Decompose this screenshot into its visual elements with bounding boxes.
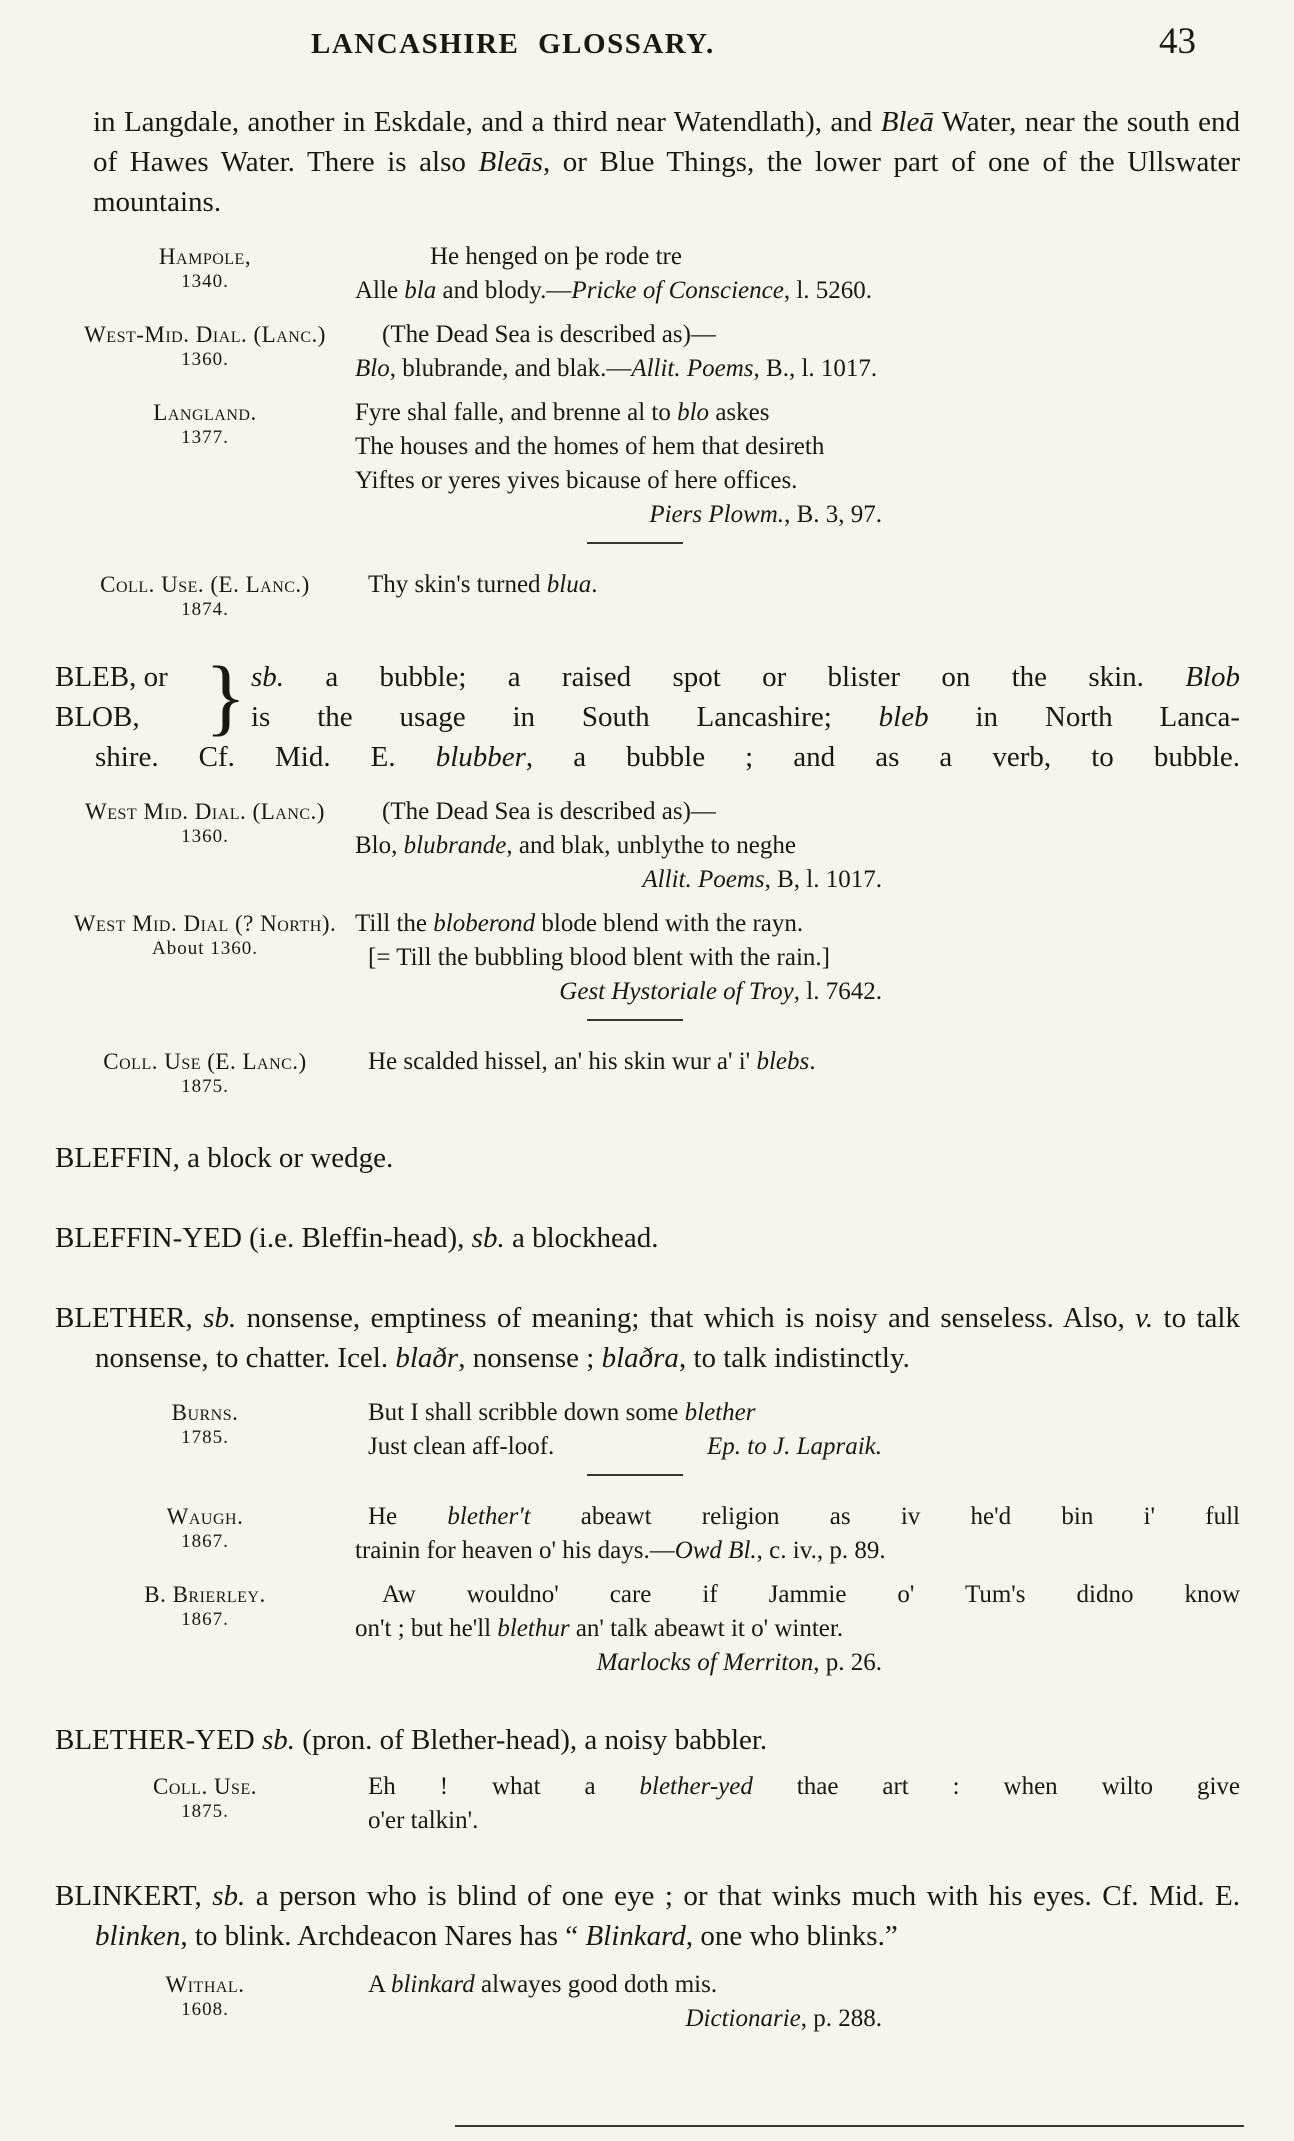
quote-line [355, 1430, 882, 1464]
quote-line: trainin for heaven o' his days.—Owd Bl., c. iv., p. 89. [355, 1537, 886, 1564]
quote-divider [587, 1474, 683, 1476]
citation [55, 1968, 1240, 2036]
quote-line: Till the bloberond blode blend with the rayn. [355, 910, 804, 937]
citation [55, 396, 1240, 550]
headword-line: BLOB, [55, 701, 140, 733]
source-name: Waugh. [166, 1504, 244, 1529]
source-name: Withal. [165, 1972, 245, 1997]
entry-headwords [55, 657, 205, 737]
quote-line: He blether't abeawt religion as iv he'd bin i' full [368, 1503, 1240, 1530]
source-name: Coll. Use. [153, 1774, 257, 1799]
source-date: 1377. [181, 427, 229, 448]
quote-line: (The Dead Sea is described as)— [382, 321, 716, 348]
quote-divider [587, 1019, 683, 1021]
source-name: West Mid. Dial (? North). [73, 911, 337, 936]
quote-attribution: Dictionarie, p. 288. [685, 2005, 882, 2032]
source-name: B. Brierley. [144, 1582, 266, 1607]
quote-line: on't ; but he'll blethur an' talk abeawt it o' winter. [355, 1615, 844, 1642]
citation-quote [355, 240, 1240, 308]
citation-source [55, 1578, 355, 1631]
entry-blinkert: BLINKERT, sb. a person who is blind of one eye ; or that winks much with his eyes. Cf. Mid. E. blinken, to blink. Archdeacon Nares has “ Blinkard, one who blinks.” [55, 1880, 1240, 1952]
citation-quote [355, 1578, 1240, 1680]
citation [55, 1770, 1240, 1838]
quote-line: A blinkard alwayes good doth mis. [368, 1971, 718, 1998]
source-date: 1360. [181, 349, 229, 370]
citation-source [55, 240, 355, 293]
citation-group [55, 795, 1240, 1098]
entry-continuation: shire. Cf. Mid. E. blubber, a bubble ; and as a verb, to bubble. [95, 741, 1240, 773]
quote-line: Thy skin's turned blua. [368, 571, 598, 598]
citation-quote [355, 318, 1240, 386]
quote-divider [587, 542, 683, 544]
citation-group [55, 240, 1240, 621]
source-date: 1340. [181, 271, 229, 292]
definition-line: is the usage in South Lancashire; bleb in North Lanca- [251, 701, 1240, 733]
source-name: Langland. [153, 400, 257, 425]
headword-line: BLEB, or [55, 661, 168, 693]
quote-line: Blo, blubrande, and blak, unblythe to neghe [355, 832, 796, 859]
citation-quote [355, 568, 1240, 602]
citation-group [55, 1396, 1240, 1680]
quote-line: He scalded hissel, an' his skin wur a' i' blebs. [368, 1048, 816, 1075]
citation-source [55, 568, 355, 621]
source-name: Coll. Use (E. Lanc.) [103, 1049, 307, 1074]
citation-group [55, 1770, 1240, 1838]
source-date: 1785. [181, 1427, 229, 1448]
citation-quote [355, 1770, 1240, 1838]
entry-blether-yed: BLETHER-YED sb. (pron. of Blether-head), a noisy babbler. [55, 1724, 768, 1756]
citation-source [55, 1968, 355, 2021]
page-number: 43 [1159, 21, 1196, 62]
quote-attribution: Marlocks of Merriton, p. 26. [596, 1649, 882, 1676]
source-date: 1874. [181, 599, 229, 620]
source-date: About 1360. [152, 938, 258, 959]
source-date: 1875. [181, 1076, 229, 1097]
citation-source [55, 795, 355, 848]
quote-attribution: Allit. Poems, B, l. 1017. [642, 866, 882, 893]
citation-quote [355, 1500, 1240, 1568]
citation [55, 1578, 1240, 1680]
citation-source [55, 1500, 355, 1553]
source-date: 1360. [181, 826, 229, 847]
source-date: 1608. [181, 1999, 229, 2020]
citation-source [55, 396, 355, 449]
citation-group [55, 1968, 1240, 2036]
citation-source [55, 318, 355, 371]
quote-attribution: Ep. to J. Lapraik. [707, 1433, 882, 1460]
definition-line: sb. a bubble; a raised spot or blister on the skin. Blob [251, 661, 1240, 693]
entry-bleb-blob [55, 648, 1240, 777]
quote-line: (The Dead Sea is described as)— [382, 798, 716, 825]
page-bottom-rule [455, 2125, 1244, 2127]
quote-line: Fyre shal falle, and brenne al to blo askes [355, 399, 770, 426]
page-header [55, 20, 1240, 72]
citation [55, 318, 1240, 386]
citation-quote [355, 795, 1240, 897]
header-title: LANCASHIRE GLOSSARY. [311, 28, 715, 60]
citation [55, 1045, 1240, 1098]
source-name: Coll. Use. (E. Lanc.) [100, 572, 310, 597]
quote-attribution: Gest Hystoriale of Troy, l. 7642. [559, 978, 882, 1005]
quote-line: The houses and the homes of hem that desireth [355, 433, 825, 460]
source-name: West Mid. Dial. (Lanc.) [85, 799, 325, 824]
quote-line: But I shall scribble down some blether [368, 1399, 756, 1426]
quote-line: Alle bla and blody.—Pricke of Conscience, l. 5260. [355, 277, 873, 304]
entry-bleb-row [55, 648, 1240, 744]
quote-line: Aw wouldno' care if Jammie o' Tum's didno know [382, 1581, 1240, 1608]
source-name: Hampole, [158, 244, 252, 269]
intro-paragraph: in Langdale, another in Eskdale, and a third near Watendlath), and Bleā Water, near the south end of Hawes Water. There is also Bleās, or Blue Things, the lower part of one of the Ullswater mountains. [93, 106, 1240, 218]
citation-quote [355, 907, 1240, 1027]
quote-attribution: Piers Plowm., B. 3, 97. [649, 501, 882, 528]
quote-line: o'er talkin'. [368, 1807, 479, 1834]
quote-line: He henged on þe rode tre [430, 243, 682, 270]
quote-line: Eh ! what a blether-yed thae art : when wilto give [368, 1773, 1240, 1800]
source-name: Burns. [171, 1400, 239, 1425]
citation-source [55, 1045, 355, 1098]
citation [55, 1500, 1240, 1568]
source-date: 1867. [181, 1609, 229, 1630]
entry-blether: BLETHER, sb. nonsense, emptiness of meaning; that which is noisy and senseless. Also, v. to talk nonsense, to chatter. Icel. blaðr, nonsense ; blaðra, to talk indistinctly. [55, 1302, 1240, 1374]
citation-quote [355, 1045, 1240, 1079]
quote-line: Yiftes or yeres yives bicause of here offices. [355, 467, 798, 494]
citation [55, 907, 1240, 1027]
quote-line: Blo, blubrande, and blak.—Allit. Poems, B., l. 1017. [355, 355, 878, 382]
citation-quote [355, 396, 1240, 550]
entry-definition [245, 657, 1240, 737]
quote-line: [= Till the bubbling blood blent with the rain.] [368, 944, 830, 971]
citation-source [55, 907, 355, 960]
citation [55, 568, 1240, 621]
citation [55, 795, 1240, 897]
entry-bleffin: BLEFFIN, a block or wedge. [55, 1142, 394, 1174]
source-date: 1875. [181, 1801, 229, 1822]
citation-quote [355, 1396, 1240, 1482]
citation-quote [355, 1968, 1240, 2036]
citation-source [55, 1770, 355, 1823]
brace-glyph: } [205, 648, 247, 744]
citation [55, 240, 1240, 308]
entry-bleffin-yed: BLEFFIN-YED (i.e. Bleffin-head), sb. a blockhead. [55, 1222, 659, 1254]
citation [55, 1396, 1240, 1482]
source-date: 1867. [181, 1531, 229, 1552]
quote-text: Just clean aff-loof. [368, 1433, 555, 1460]
source-name: West-Mid. Dial. (Lanc.) [84, 322, 326, 347]
citation-source [55, 1396, 355, 1449]
